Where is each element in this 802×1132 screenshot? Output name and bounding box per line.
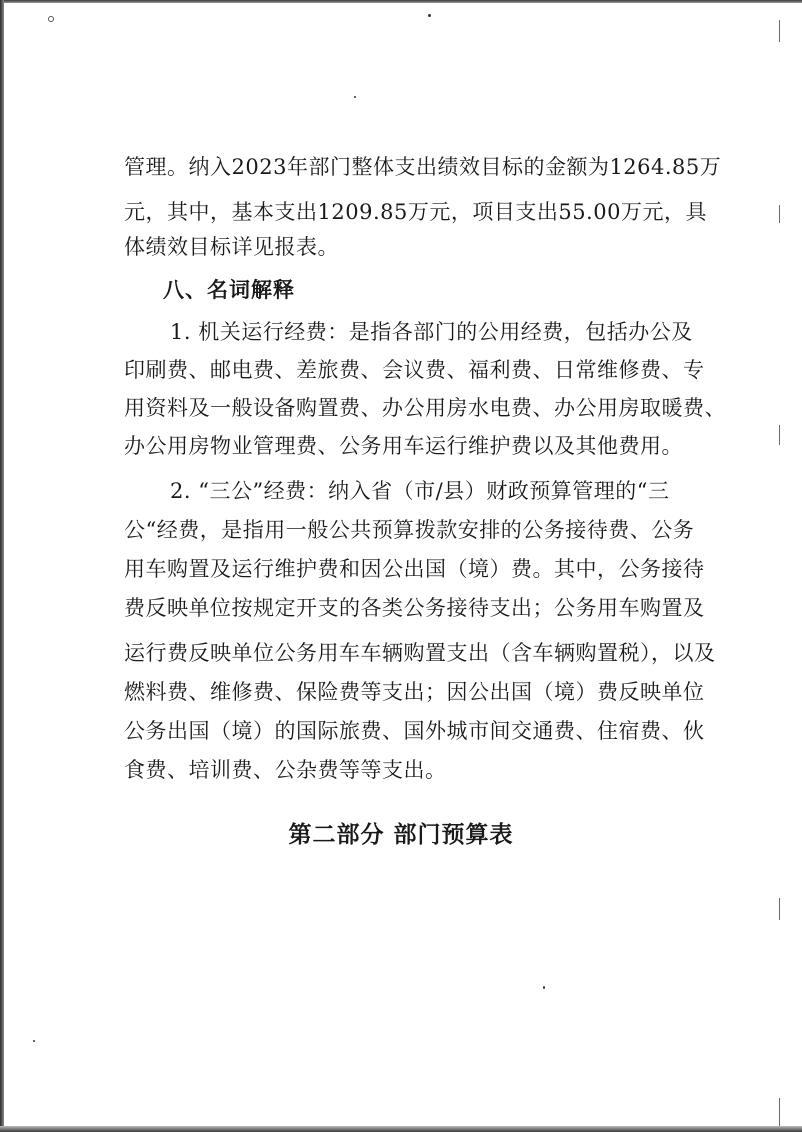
paragraph-line: 办公用房物业管理费、公务用车运行维护费以及其他费用。 xyxy=(124,434,683,458)
paragraph-line: 用车购置及运行维护费和因公出国（境）费。其中，公务接待 xyxy=(124,557,705,581)
paragraph-line: 费反映单位按规定开支的各类公务接待支出；公务用车购置及 xyxy=(124,596,705,620)
scan-speck xyxy=(543,986,545,989)
paragraph-line: 食费、培训费、公杂费等等支出。 xyxy=(124,758,447,782)
scan-mark xyxy=(779,20,780,42)
paragraph-line: 用资料及一般设备购置费、办公用房水电费、办公用房取暖费、 xyxy=(124,396,726,420)
paragraph-line: 2. “三公”经费：纳入省（市/县）财政预算管理的“三 xyxy=(170,479,670,503)
scan-edge-bottom xyxy=(0,1126,802,1132)
section-heading: 八、名词解释 xyxy=(163,278,295,302)
scan-mark xyxy=(779,425,780,445)
paragraph-line: 印刷费、邮电费、差旅费、会议费、福利费、日常维修费、专 xyxy=(124,358,705,382)
paragraph-line: 体绩效目标详见报表。 xyxy=(124,235,339,259)
paragraph-line: 运行费反映单位公务用车车辆购置支出（含车辆购置税），以及 xyxy=(124,641,716,665)
scan-mark xyxy=(779,205,780,223)
paragraph-line: 公“经费，是指用一般公共预算拨款安排的公务接待费、公务 xyxy=(124,518,695,542)
paragraph-line: 燃料费、维修费、保险费等支出；因公出国（境）费反映单位 xyxy=(124,680,705,704)
scan-speck xyxy=(428,14,431,17)
scan-edge-top xyxy=(0,0,802,3)
scan-speck xyxy=(48,16,54,22)
scan-mark xyxy=(779,898,780,920)
scan-speck xyxy=(33,1040,35,1042)
paragraph-line: 元，其中，基本支出1209.85万元，项目支出55.00万元，具 xyxy=(124,200,707,224)
paragraph-line: 1. 机关运行经费：是指各部门的公用经费，包括办公及 xyxy=(170,320,693,344)
part-title: 第二部分 部门预算表 xyxy=(288,821,514,848)
paragraph-line: 公务出国（境）的国际旅费、国外城市间交通费、住宿费、伙 xyxy=(124,719,705,743)
scan-edge-left xyxy=(0,0,4,1132)
scan-speck xyxy=(354,96,356,98)
paragraph-line: 管理。纳入2023年部门整体支出绩效目标的金额为1264.85万 xyxy=(124,155,722,179)
scan-mark xyxy=(779,1098,780,1126)
